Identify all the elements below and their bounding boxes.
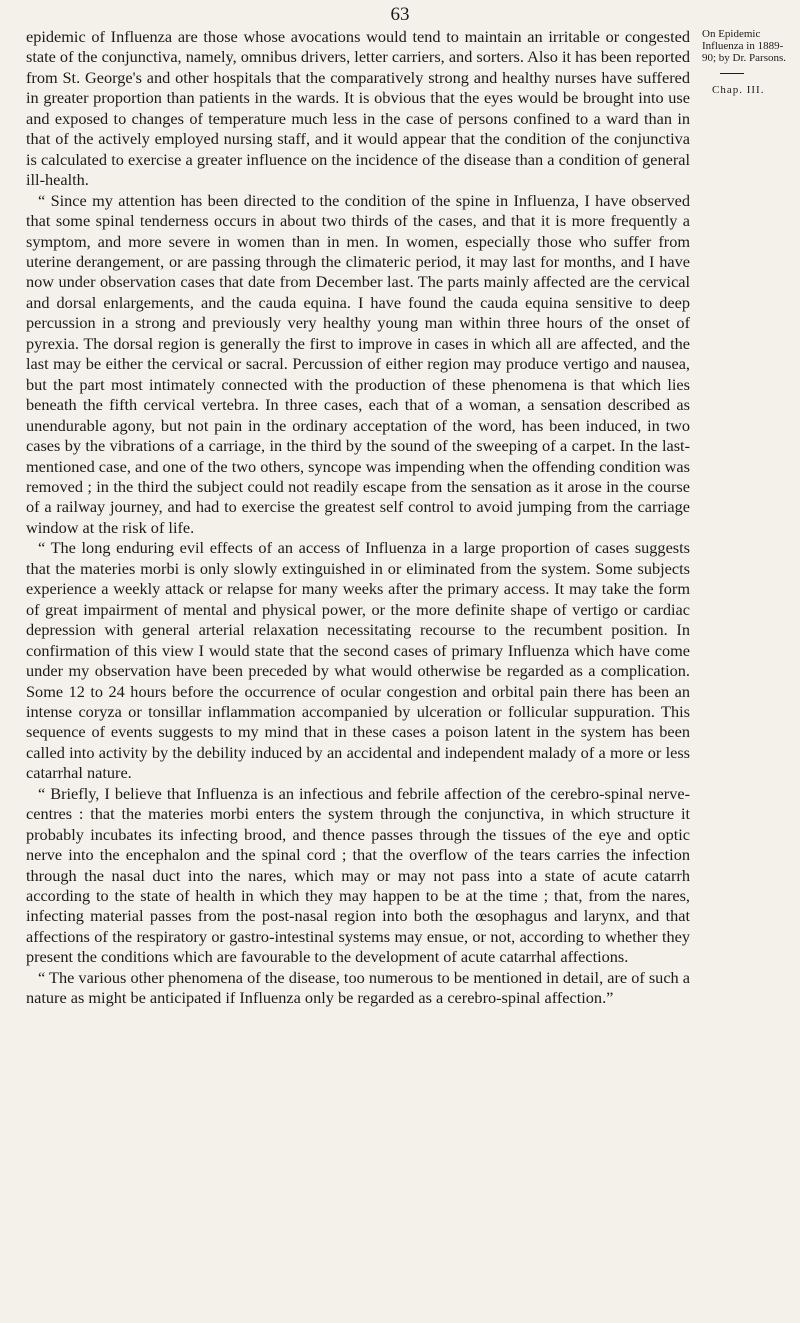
side-divider	[720, 73, 744, 74]
paragraph: “ Since my attention has been directed to the condition of the spine in Influenza, I have observed that some spinal tenderness occurs in about two thirds of the cases, and that it is more frequently a symptom, and more severe in women than in men. In women, especially those who suffer from uterine derangement, or are passing through the climateric period, it may last for months, and I have now under observation cases that date from December last. The parts mainly affected are the cervical and dorsal enlargements, and the cauda equina. I have found the cauda equina sensitive to deep percussion in a strong and previously very healthy young man within three hours of the onset of pyrexia. The dorsal region is generally the first to improve in cases in which all are affected, and the last may be either the cervical or sacral. Percussion of either region may produce vertigo and nausea, but the part most intimately connected with the production of these phenomena is that which lies beneath the fifth cervical vertebra. In three cases, each that of a woman, a sensation described as unendurable agony, but not pain in the ordinary acceptation of the word, has been induced, in two cases by the vibrations of a carriage, in the third by the sound of the sweeping of a carpet. In the last-mentioned case, and one of the two others, syncope was impending when the offending condition was removed ; in the third the subject could not readily escape from the sensation as it arose in the course of a railway journey, and had to exercise the greatest self control to avoid jumping from the carriage window at the risk of life.	[26, 190, 690, 537]
side-chapter: Chap. III.	[712, 84, 765, 96]
paragraph: “ The long enduring evil effects of an access of Influenza in a large proportion of cases suggests that the materies morbi is only slowly extinguished in or eliminated from the system. Some subjects experience a weekly attack or relapse for many weeks after the primary access. It may take the form of great impairment of mental and physical power, or the more definite shape of vertigo or cardiac depression with general arterial relaxation necessitating recourse to the recumbent position. In confirmation of this view I would state that the second cases of primary Influenza which have come under my observation have been preceded by what would otherwise be regarded as a complication. Some 12 to 24 hours before the occurrence of ocular congestion and orbital pain there has been an intense coryza or tonsillar inflammation accompanied by ulceration or follicular suppuration. This sequence of events suggests to my mind that in these cases a poison latent in the system has been called into activity by the debility induced by an accidental and independent malady of a more or less catarrhal nature.	[26, 538, 690, 783]
side-note: On Epidemic Influenza in 1889-90; by Dr. Parsons.	[702, 28, 787, 64]
paragraph: epidemic of Influenza are those whose avocations would tend to maintain an irritable or congested state of the conjunctiva, namely, omnibus drivers, letter carriers, and sorters. Also it has been reported from St. George's and other hospitals that the comparatively strong and healthy nurses have suffered in greater proportion than patients in the wards. It is obvious that the eyes would be brought into use and exposed to changes of temperature much less in the case of persons confined to a ward than in that of the actively employed nursing staff, and it would appear that the condition of the conjunctiva is calculated to exercise a greater influence on the incidence of the disease than a condition of general ill-health.	[26, 27, 690, 190]
body-text	[26, 27, 690, 1009]
page-number: 63	[390, 4, 410, 25]
paragraph: “ The various other phenomena of the disease, too numerous to be mentioned in detail, are of such a nature as might be anticipated if Influenza only be regarded as a cerebro-spinal affection.”	[26, 967, 690, 1008]
paragraph: “ Briefly, I believe that Influenza is an infectious and febrile affection of the cerebro-spinal nerve-centres : that the materies morbi enters the system through the conjunctiva, in which structure it probably incubates its infecting brood, and thence passes through the tissues of the eye and optic nerve into the encephalon and the spinal cord ; that the overflow of the tears carries the infection through the nasal duct into the nares, which may or may not pass into a state of acute catarrh according to the state of health in which they may happen to be at the time ; that, from the nares, infecting material passes from the post-nasal region into both the œsophagus and larynx, and that affections of the respiratory or gastro-intestinal systems may ensue, or not, according to whether they present the conditions which are favourable to the development of acute catarrhal affections.	[26, 783, 690, 967]
